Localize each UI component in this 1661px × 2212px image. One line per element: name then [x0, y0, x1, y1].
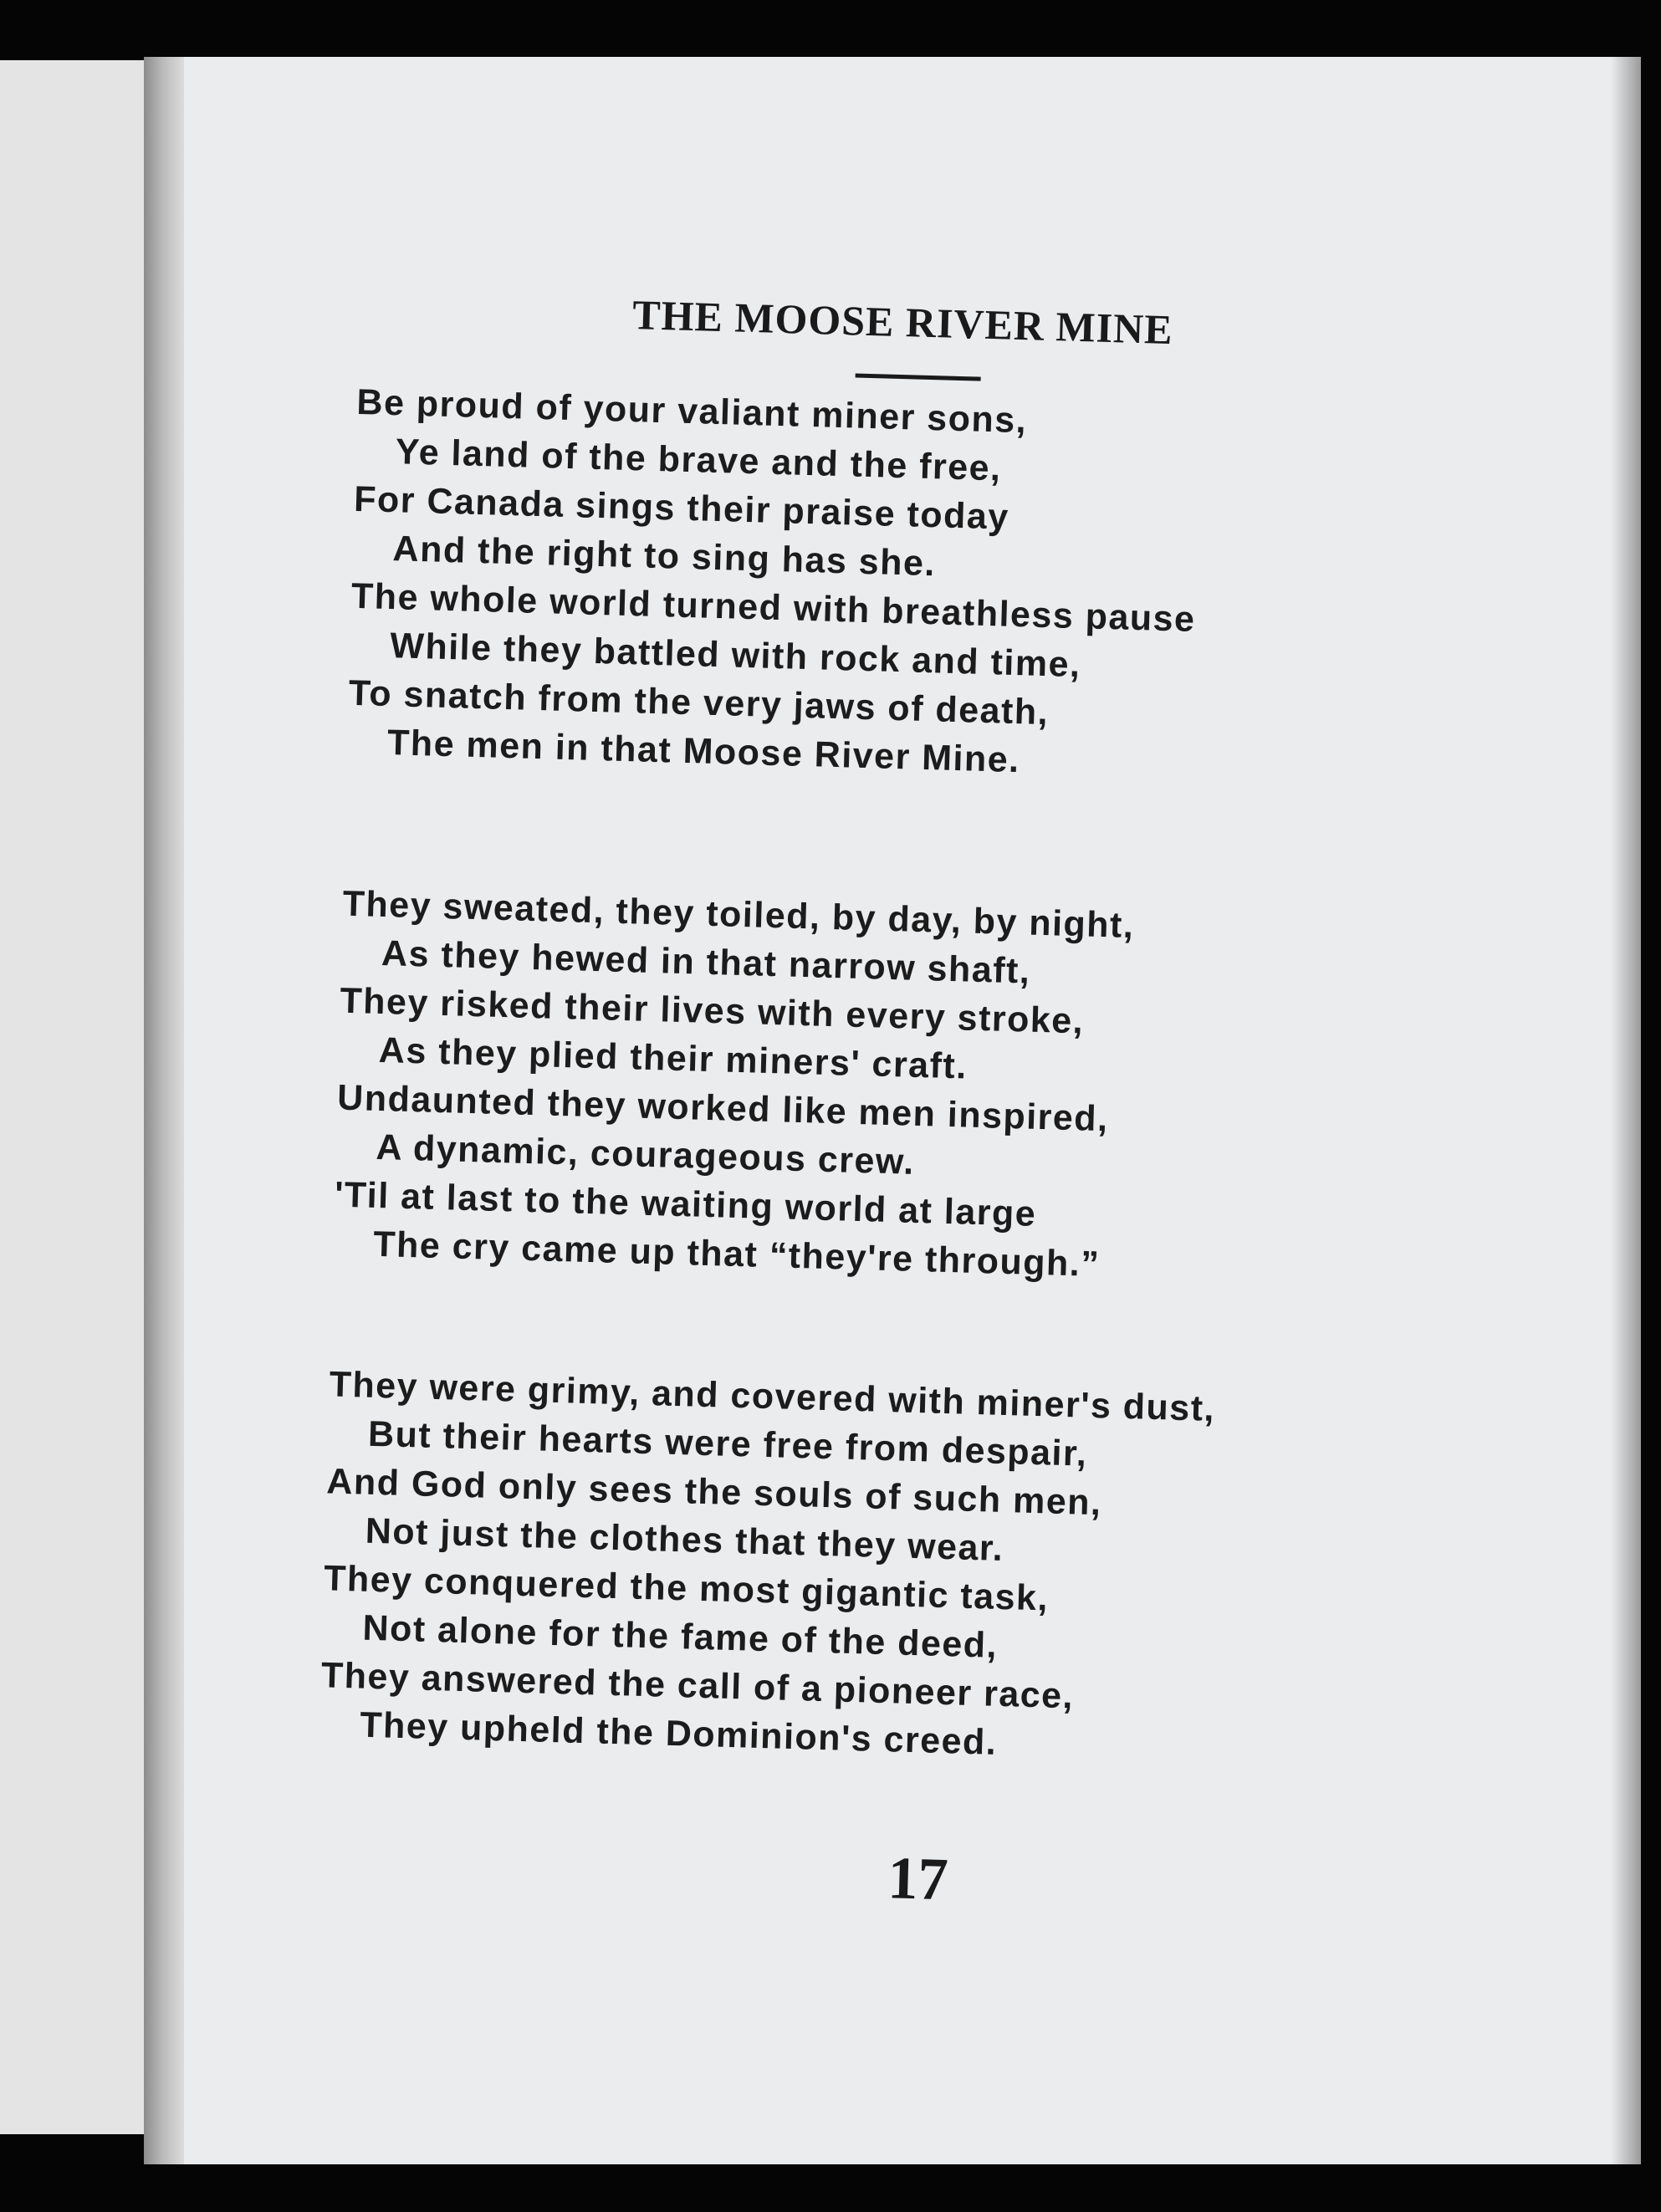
book-page	[144, 57, 1641, 2164]
poem-line: Be proud of your valiant miner sons,	[355, 381, 1028, 442]
poem-line: Not alone for the fame of the deed,	[361, 1607, 999, 1666]
poem-line: Not just the clothes that they wear.	[365, 1510, 1004, 1569]
poem-line: They upheld the Dominion's creed.	[359, 1704, 998, 1763]
poem-line: For Canada sings their praise today	[353, 478, 1010, 538]
poem-line: The men in that Moose River Mine.	[386, 723, 1021, 781]
stanza-1	[346, 378, 1527, 799]
poem-line: 'Til at last to the waiting world at large	[334, 1174, 1037, 1234]
page-number: 17	[887, 1844, 949, 1913]
title-rule	[856, 373, 981, 381]
poem-line: As they plied their miners' craft.	[378, 1029, 968, 1087]
poem-line: A dynamic, courageous crew.	[376, 1126, 916, 1183]
poem-line: But their hearts were free from despair,	[367, 1413, 1088, 1474]
poem-line: They answered the call of a pioneer race,	[320, 1655, 1075, 1717]
poem	[144, 57, 1641, 2164]
poem-line: The whole world turned with breathless pause	[350, 575, 1197, 640]
poem-line: And the right to sing has she.	[392, 529, 937, 585]
poem-line: As they hewed in that narrow shaft,	[381, 932, 1031, 992]
poem-line: And God only sees the souls of such men,	[325, 1461, 1103, 1524]
poem-line: While they battled with rock and time,	[389, 626, 1082, 686]
stanza-2	[333, 880, 1514, 1300]
poem-line: They sweated, they toiled, by day, by night,	[342, 883, 1135, 947]
poem-line: Undaunted they worked like men inspired,	[336, 1077, 1110, 1140]
poem-line: They risked their lives with every stroke,	[339, 980, 1085, 1042]
poem-line: To snatch from the very jaws of death,	[348, 672, 1050, 733]
facing-page-edge	[0, 60, 149, 2134]
poem-title: THE MOOSE RIVER MINE	[631, 291, 1174, 354]
poem-line: Ye land of the brave and the free,	[395, 432, 1003, 489]
poem-line: They conquered the most gigantic task,	[323, 1558, 1050, 1619]
poem-line: They were grimy, and covered with miner's dust,	[329, 1364, 1216, 1429]
poem-line: The cry came up that “they're through.”	[372, 1223, 1101, 1285]
stanza-3	[319, 1360, 1500, 1780]
